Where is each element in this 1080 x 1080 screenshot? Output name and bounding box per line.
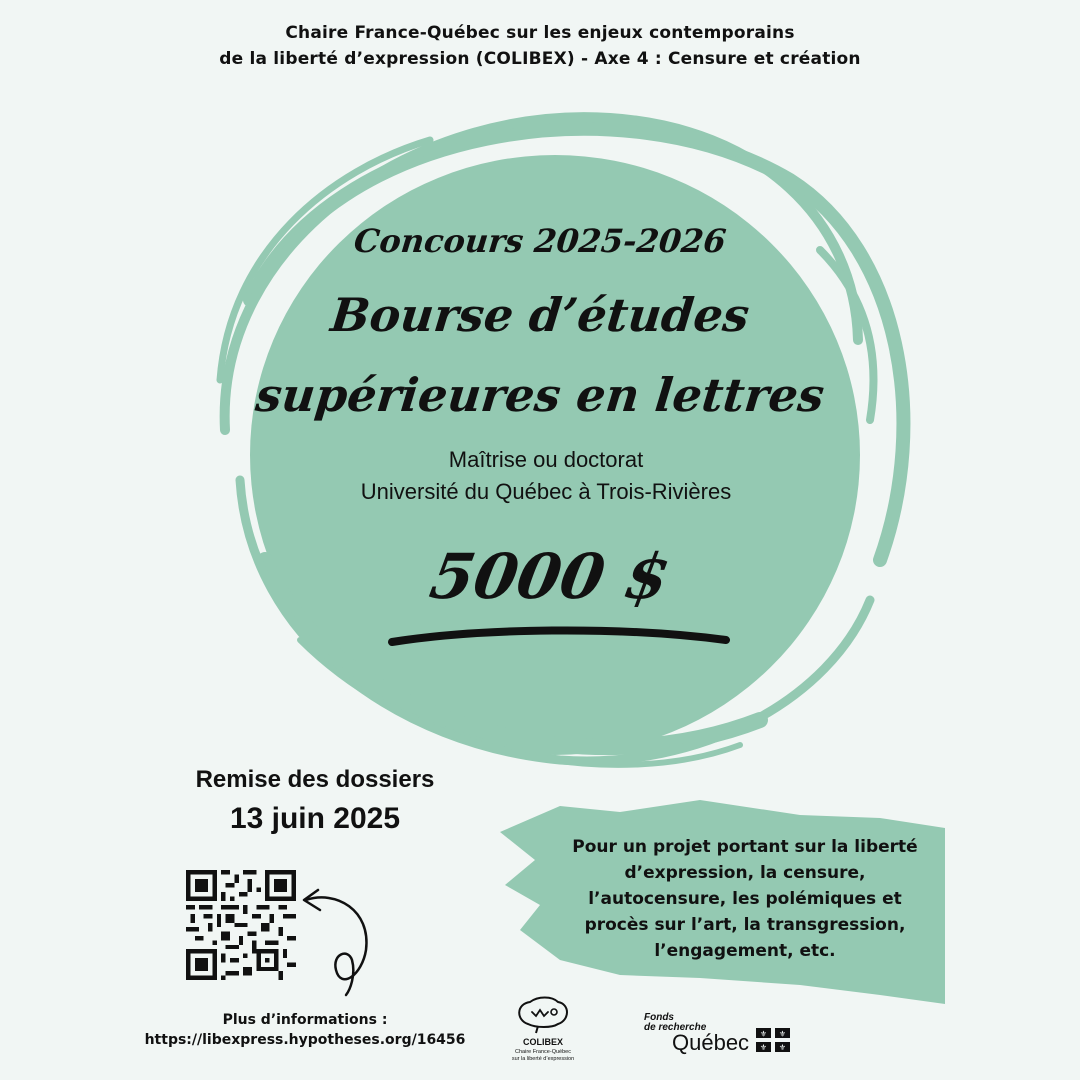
- deadline-date: 13 juin 2025: [229, 802, 401, 835]
- colibex-subtitle: [480, 1049, 606, 1063]
- colibex-subtitle-line: sur la liberté d’expression: [511, 1056, 575, 1062]
- study-level: Maîtrise ou doctorat: [448, 447, 644, 472]
- curved-arrow-icon: [296, 880, 386, 1000]
- contest-label: Concours 2025-2026: [352, 222, 728, 260]
- header-line-2: de la liberté d’expression (COLIBEX) - Axe 4 : Censure et création: [219, 49, 861, 69]
- title-line-1: Bourse d’études: [328, 288, 752, 342]
- scholarship-amount: 5000 $: [424, 540, 676, 613]
- qr-code-icon[interactable]: [186, 870, 296, 980]
- header: [0, 20, 1080, 72]
- colibex-logo-icon: [508, 994, 578, 1034]
- svg-text:⚜: ⚜: [759, 1043, 768, 1052]
- svg-text:⚜: ⚜: [778, 1043, 787, 1052]
- colibex-subtitle-line: Chaire France-Québec: [515, 1049, 571, 1055]
- colibex-name: COLIBEX: [522, 1037, 563, 1047]
- frq-quebec-label: Québec: [672, 1030, 750, 1055]
- frq-recherche-label: de recherche: [644, 1022, 707, 1033]
- svg-text:⚜: ⚜: [759, 1029, 768, 1039]
- project-line: l’engagement, etc.: [654, 941, 836, 961]
- more-info-label: Plus d’informations :: [222, 1012, 388, 1028]
- deadline-label: Remise des dossiers: [195, 766, 435, 793]
- university-name: Université du Québec à Trois-Rivières: [360, 479, 732, 504]
- svg-text:⚜: ⚜: [778, 1029, 787, 1039]
- project-description: [560, 834, 930, 964]
- project-line: d’expression, la censure,: [624, 863, 866, 883]
- project-line: Pour un projet portant sur la liberté: [572, 837, 918, 857]
- header-line-1: Chaire France-Québec sur les enjeux contemporains: [285, 23, 795, 43]
- more-info-url[interactable]: https://libexpress.hypotheses.org/16456: [144, 1032, 466, 1048]
- quebec-flag-icon: [756, 1028, 790, 1052]
- project-line: procès sur l’art, la transgression,: [584, 915, 906, 935]
- frq-fonds-label: Fonds: [644, 1012, 674, 1023]
- project-line: l’autocensure, les polémiques et: [588, 889, 902, 909]
- title-line-2: supérieures en lettres: [253, 368, 827, 422]
- more-info: [140, 1010, 470, 1050]
